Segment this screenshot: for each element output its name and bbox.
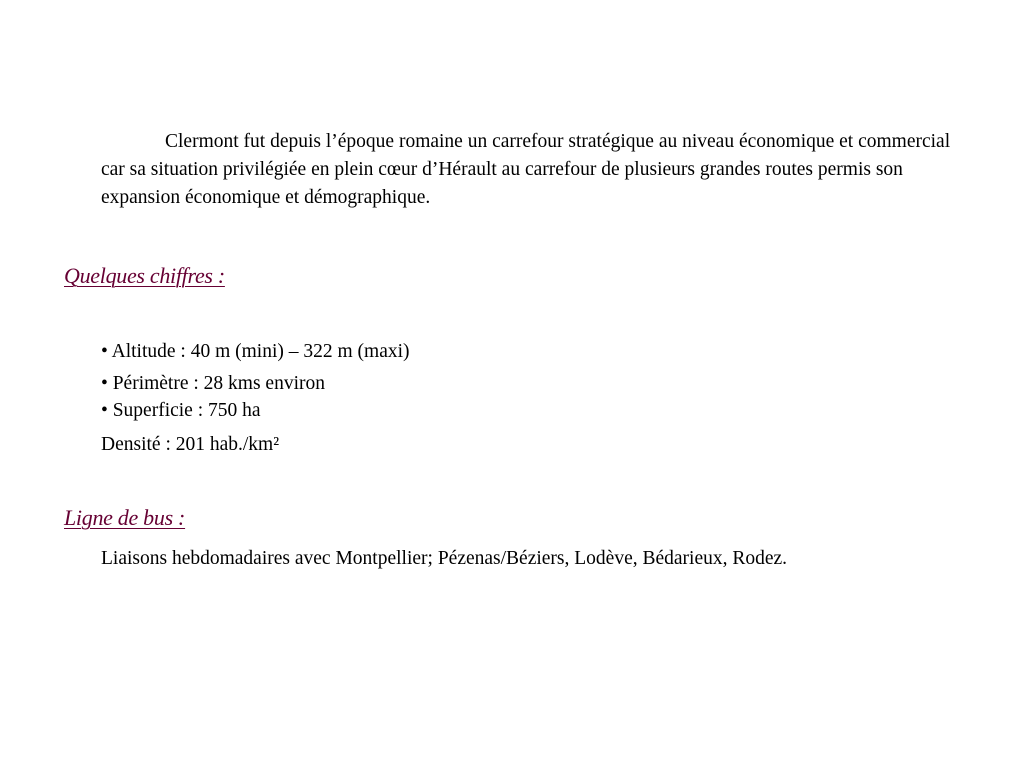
intro-paragraph: [101, 128, 961, 212]
figures-heading: Quelques chiffres :: [64, 263, 225, 288]
intro-text: Clermont fut depuis l’époque romaine un carrefour stratégique au niveau économique et commercial car sa situation privilégiée en plein cœur d’Hérault au carrefour de plusieurs grandes routes permis son expansion économique et démographique.: [101, 131, 951, 208]
bus-text: Liaisons hebdomadaires avec Montpellier; Pézenas/Béziers, Lodève, Bédarieux, Rodez.: [101, 548, 788, 569]
figure-area: • Superficie : 750 ha: [101, 400, 261, 421]
figure-density: Densité : 201 hab./km²: [101, 434, 280, 455]
figure-altitude: • Altitude : 40 m (mini) – 322 m (maxi): [101, 341, 410, 362]
figure-perimeter: • Périmètre : 28 kms environ: [101, 373, 325, 394]
bus-heading: Ligne de bus :: [64, 505, 186, 530]
